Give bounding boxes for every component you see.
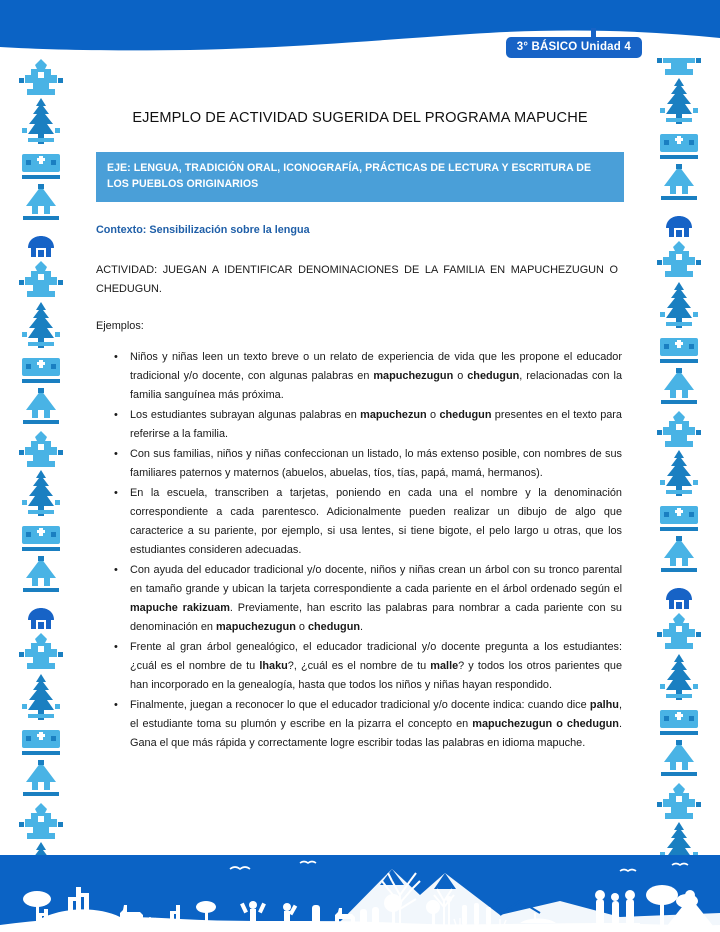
bullet-text: En la escuela, transcriben a tarjetas, poniendo en cada una el nombre y la denominación correspondiente a cada parentesco. Adicionalmente pueden realizar un dibujo de algo que caracterice a su pariente, por ejemplo, si usa lentes, si tiene bigote, el pelo largo u otras, que los estudiantes consideren adecuadas. [130, 487, 622, 556]
bullet-text: Con ayuda del educador tradicional y/o docente, niños y niñas crean un árbol con su tronco parental en tamaño grande y ubican la tarjeta correspondiente a cada pariente en el árbol ordenado según el [130, 563, 622, 595]
bullet-text: ?, ¿cuál es el nombre de tu [287, 659, 431, 672]
bullet-text: presentes en el texto para referirse a la familia. [130, 409, 622, 441]
contexto-line: Contexto: Sensibilización sobre la lengua [96, 223, 310, 236]
ejemplos-label: Ejemplos: [96, 320, 144, 333]
bullet-text: , relacionadas con la familia sanguínea más próxima. [130, 370, 622, 402]
eje-banner: EJE: LENGUA, TRADICIÓN ORAL, ICONOGRAFÍA, PRÁCTICAS DE LECTURA Y ESCRITURA DE LOS PUEBLOS ORIGINARIOS [96, 152, 624, 202]
bullet-text: o [426, 409, 440, 422]
unit-badge: 3° BÁSICO Unidad 4 [506, 37, 642, 58]
emphasis-term: chedugun [307, 620, 360, 633]
bottom-illustration-band [0, 855, 720, 932]
activity-bullet-list [96, 348, 624, 752]
emphasis-term: mapuchezugun o chedugun [472, 717, 619, 730]
bullet-text: Niños y niñas leen un texto breve o un relato de experiencia de vida que les propone el educador tradicional y/o docente, con algunas palabras en [130, 351, 622, 383]
bullet-text: ? y todos los otros parientes que han incorporado en la genealogía, hasta que todos los niños y niñas hayan respondido. [130, 659, 622, 691]
right-decorative-border [652, 58, 706, 855]
list-item [130, 561, 624, 637]
page-title: EJEMPLO DE ACTIVIDAD SUGERIDA DEL PROGRAMA MAPUCHE [132, 110, 588, 126]
list-item [130, 484, 624, 560]
emphasis-term: chedugun [439, 409, 492, 422]
emphasis-term: mapuche rakizuam [130, 601, 230, 614]
emphasis-term: palhu [589, 698, 619, 711]
bullet-text: Los estudiantes subrayan algunas palabras en [130, 409, 361, 422]
bullet-text: Frente al gran árbol genealógico, el educador tradicional y/o docente pregunta a los estudiantes: ¿cuál es el nombre de tu [130, 640, 622, 672]
list-item [130, 348, 624, 405]
document-content [96, 0, 624, 754]
bullet-text: , el estudiante toma su plumón y escribe en la pizarra el concepto en [130, 698, 622, 730]
bullet-text: . Previamente, han escrito las palabras para nombrar a cada pariente con su denominación en [130, 601, 622, 633]
bullet-text: Con sus familias, niños y niñas confeccionan un listado, lo más extenso posible, con nombres de sus familiares paternos y maternos (abuelos, abuelas, tíos, tías, papá, mamá, hermanos). [130, 448, 622, 480]
emphasis-term: mapuchezugun [373, 370, 454, 383]
list-item [130, 696, 624, 753]
emphasis-term: chedugun [467, 370, 520, 383]
bullet-text: . [360, 620, 364, 633]
emphasis-term: lhaku [259, 659, 288, 672]
emphasis-term: malle [430, 659, 459, 672]
bullet-text: Finalmente, juegan a reconocer lo que el educador tradicional y/o docente indica: cuando dice [130, 698, 590, 711]
emphasis-term: mapuchezugun [215, 620, 296, 633]
bullet-text: o [295, 620, 308, 633]
list-item [130, 406, 624, 444]
list-item [130, 638, 624, 695]
bullet-text: . Gana el que más rápida y correctamente logre escribir todas las palabras en idioma mapuche. [130, 717, 622, 749]
left-decorative-border [14, 58, 68, 855]
emphasis-term: mapuchezun [360, 409, 427, 422]
bullet-text: o [453, 370, 468, 383]
actividad-paragraph: ACTIVIDAD: JUEGAN A IDENTIFICAR DENOMINACIONES DE LA FAMILIA EN MAPUCHEZUGUN O CHEDUGUN. [96, 263, 618, 295]
list-item [130, 445, 624, 483]
